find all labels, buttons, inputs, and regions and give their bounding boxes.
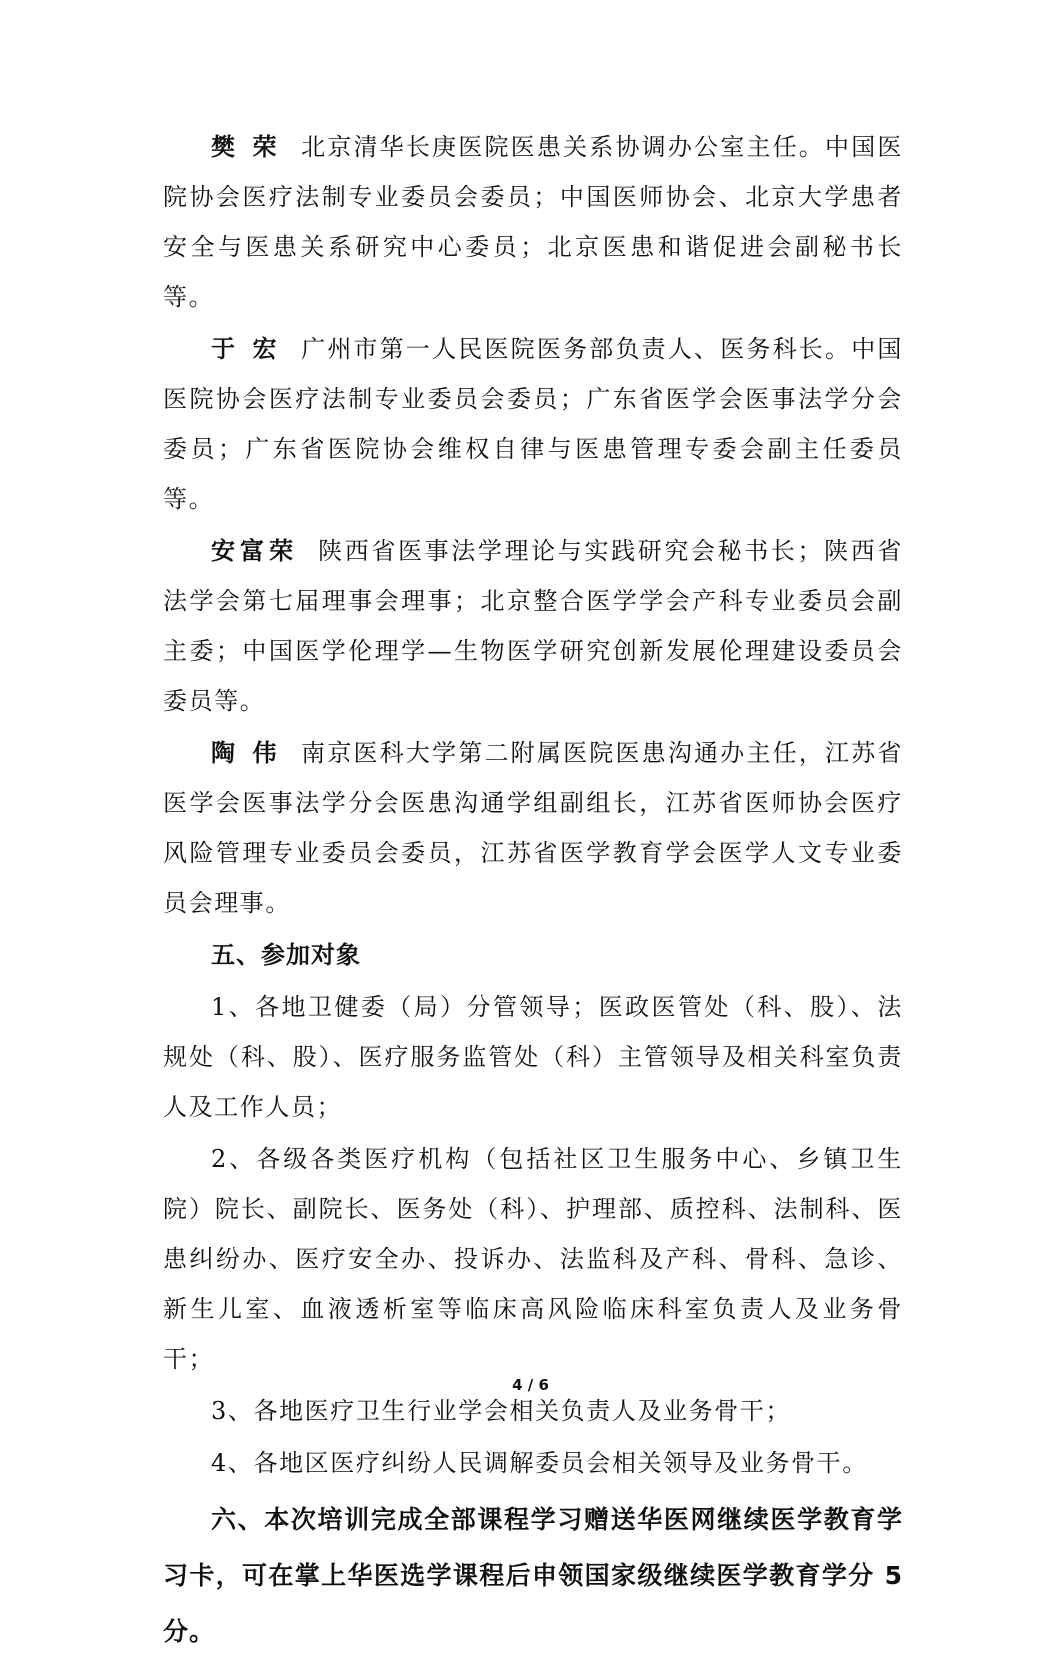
bio-description: 南京医科大学第二附属医院医患沟通办主任，江苏省医学会医事法学分会医患沟通学组副组长，江苏省医师协会医疗风险管理专业委员会委员，江苏省医学教育学会医学人文专业委员会理事。 <box>163 739 903 917</box>
bio-paragraph-tao-wei <box>163 728 903 928</box>
participant-item: 1、各地卫健委（局）分管领导；医政医管处（科、股）、法规处（科、股）、医疗服务监管处（科）主管领导及相关科室负责人及工作人员； <box>163 993 903 1121</box>
bio-description: 北京清华长庚医院医患关系协调办公室主任。中国医院协会医疗法制专业委员会委员；中国医师协会、北京大学患者安全与医患关系研究中心委员；北京医患和谐促进会副秘书长等。 <box>163 133 903 311</box>
participant-item: 4、各地区医疗纠纷人民调解委员会相关领导及业务骨干。 <box>211 1449 868 1477</box>
bio-description: 广州市第一人民医院医务部负责人、医务科长。中国医院协会医疗法制专业委员会委员；广东省医学会医事法学分会委员；广东省医院协会维权自律与医患管理专委会副主任委员等。 <box>163 335 903 513</box>
bio-paragraph-an-furong <box>163 526 903 726</box>
bio-description: 陕西省医事法学理论与实践研究会秘书长；陕西省法学会第七届理事会理事；北京整合医学学会产科专业委员会副主委；中国医学伦理学—生物医学研究创新发展伦理建设委员会委员等。 <box>163 537 904 715</box>
bio-paragraph-fan-rong <box>163 122 903 322</box>
bio-name: 于 宏 <box>211 335 282 363</box>
bio-name: 安富荣 <box>211 537 299 565</box>
document-body <box>163 122 903 1660</box>
bio-name: 陶 伟 <box>211 739 282 767</box>
section-six-heading: 六、本次培训完成全部课程学习赠送华医网继续医学教育学习卡，可在掌上华医选学课程后申领国家级继续医学教育学分 5 分。 <box>163 1505 903 1646</box>
section-five-heading: 五、参加对象 <box>211 941 361 969</box>
participant-item: 3、各地医疗卫生行业学会相关负责人及业务骨干； <box>211 1397 792 1425</box>
page-number: 4 / 6 <box>512 1376 549 1394</box>
bio-paragraph-yu-hong <box>163 324 903 524</box>
bio-name: 樊 荣 <box>211 133 282 161</box>
participant-item: 2、各级各类医疗机构（包括社区卫生服务中心、乡镇卫生院）院长、副院长、医务处（科）、护理部、质控科、法制科、医患纠纷办、医疗安全办、投诉办、法监科及产科、骨科、急诊、新生儿室、血液透析室等临床高风险临床科室负责人及业务骨干； <box>163 1145 903 1373</box>
